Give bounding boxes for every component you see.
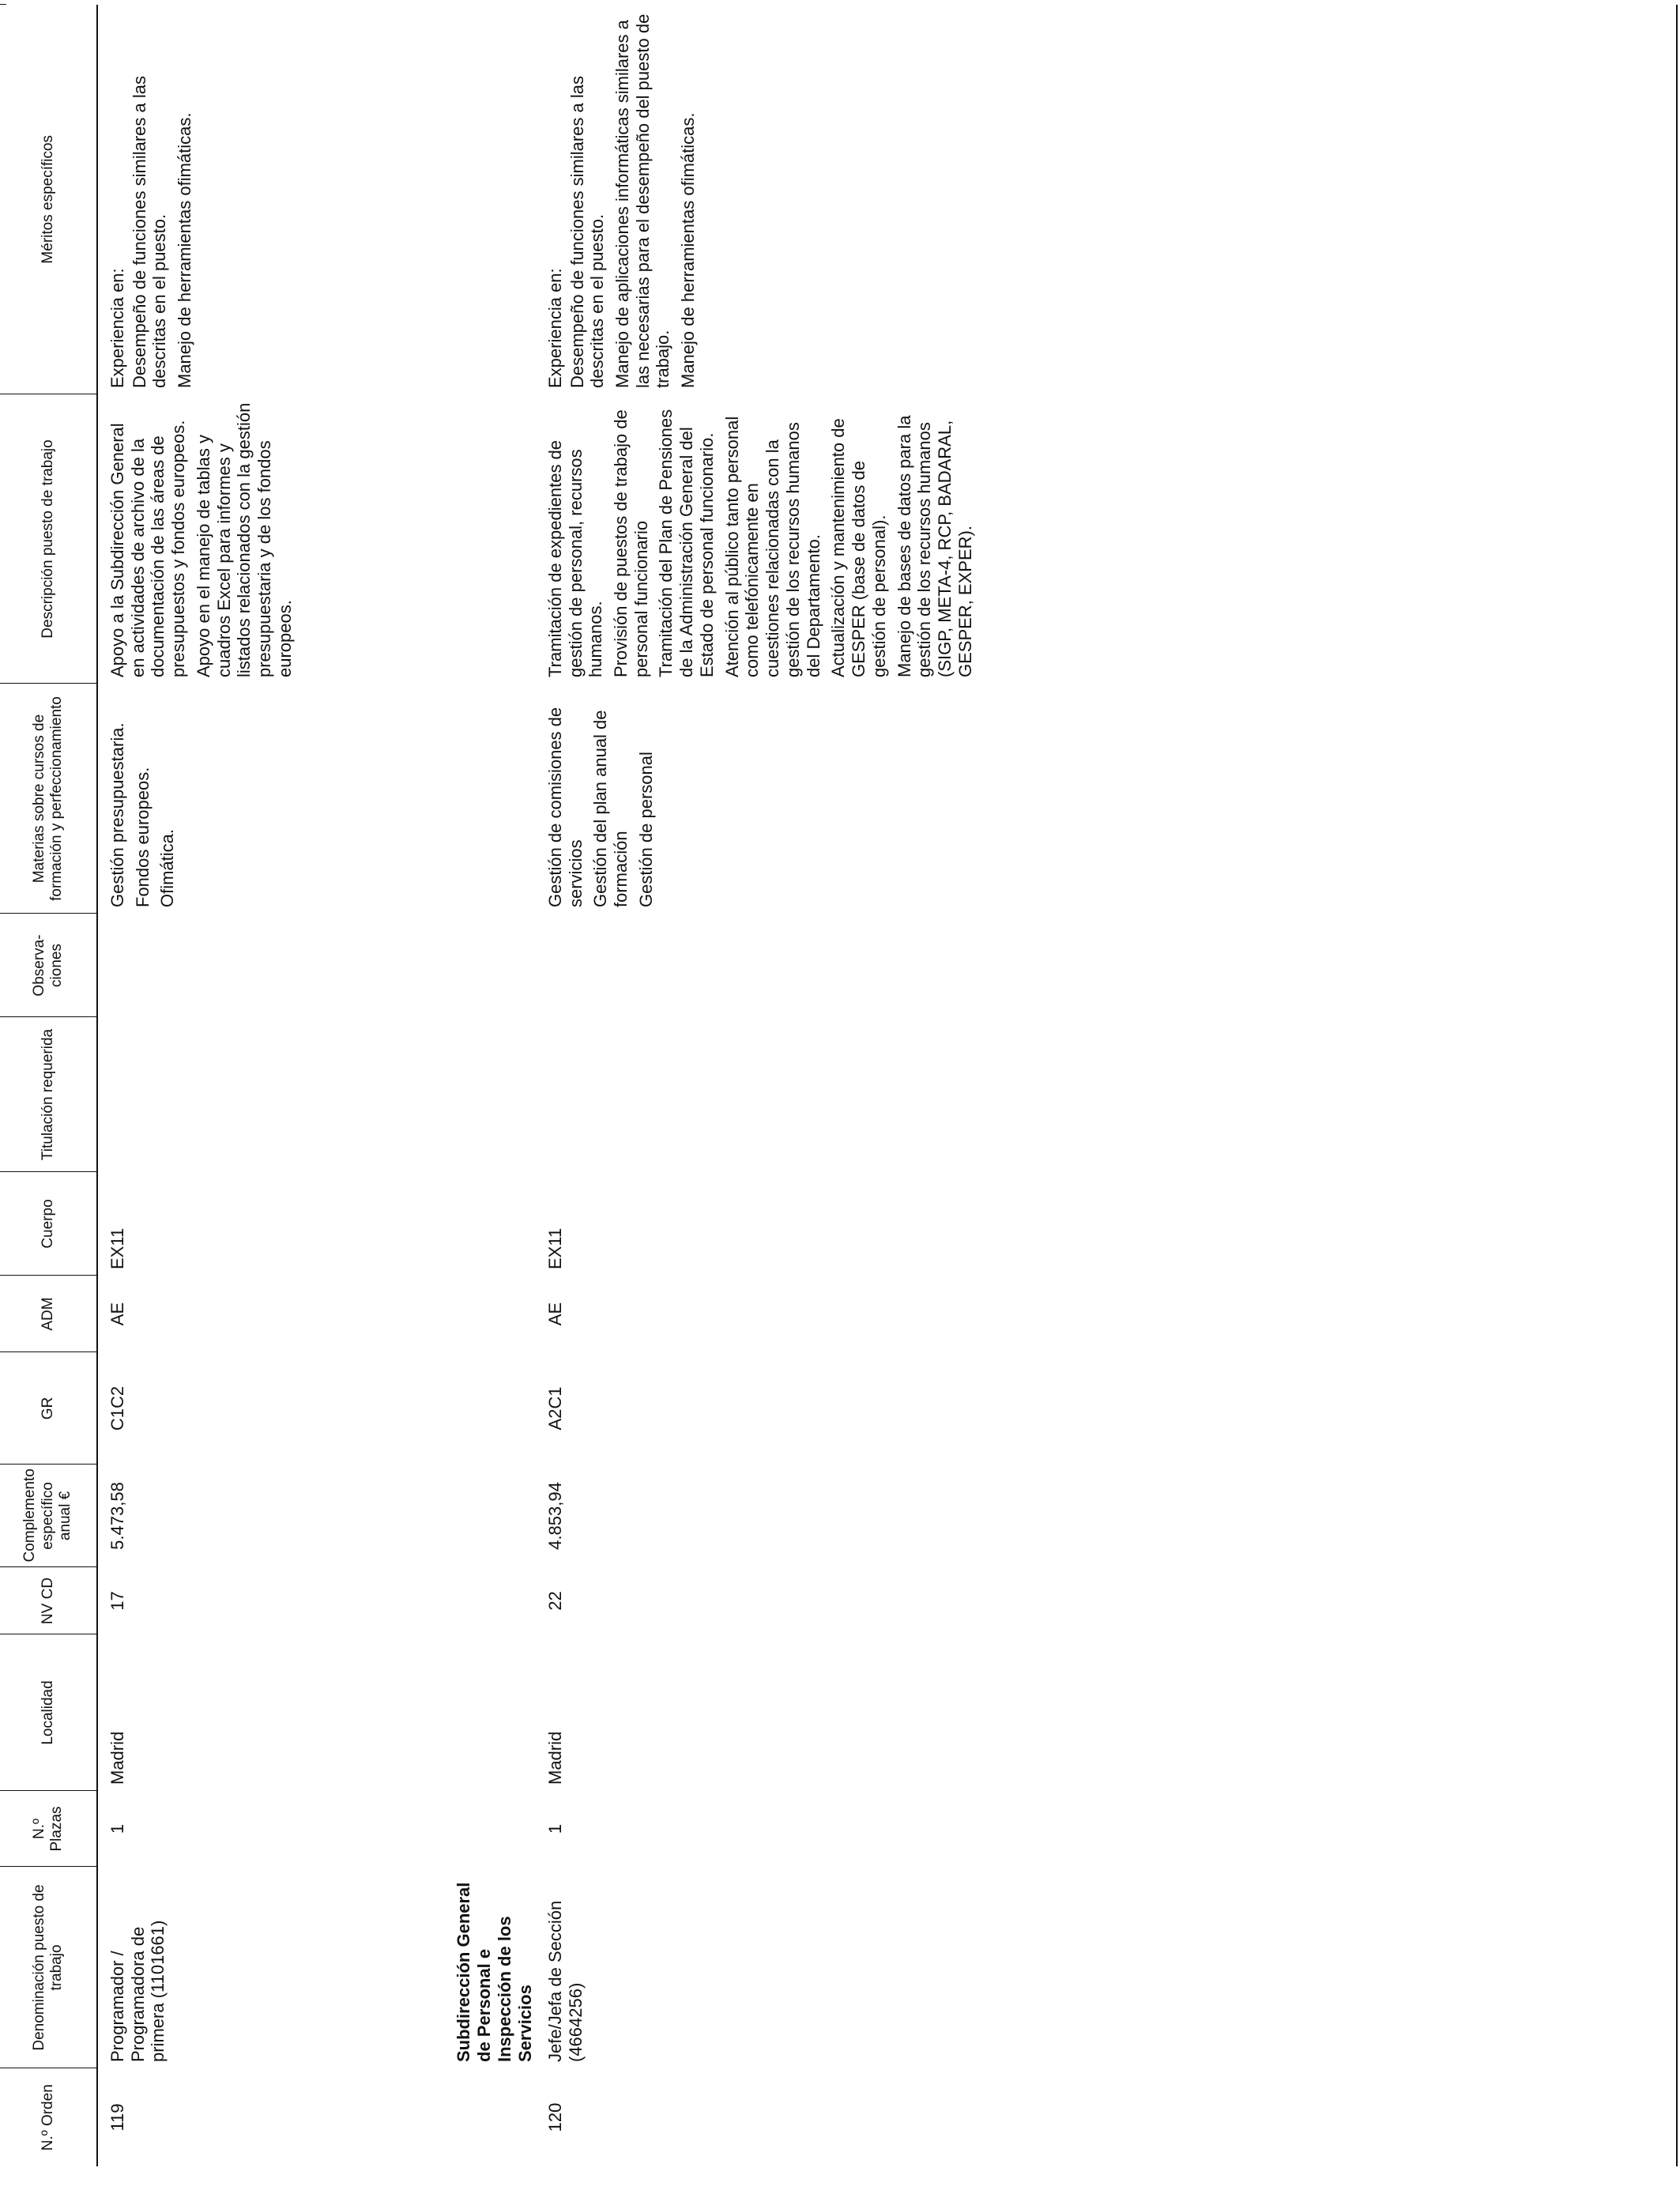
cell-orden: 120: [544, 2102, 565, 2132]
cell-cuerpo: EX11: [544, 1227, 565, 1269]
header-nivel: NV CD: [0, 1567, 97, 1634]
header-meritos: Méritos específicos: [0, 5, 97, 394]
materia-item: Gestión de comisiones de servicios: [544, 707, 586, 907]
merito-item: Manejo de herramientas ofimáticas.: [175, 112, 195, 388]
cell-materias: [97, 684, 444, 914]
table-bottom-rule: [1676, 5, 1678, 2166]
cell-observaciones: [536, 914, 1680, 1017]
cell-denominacion: Jefe/Jefa de Sección (4664256): [544, 1900, 586, 2062]
section-title: Subdirección General de Personal e Inspección de los Servicios: [454, 1882, 535, 2062]
descripcion-item: Manejo de bases de datos para la gestión de los recursos humanos (SIGP, META-4, RCP, BADARAL, GESPER, EXPER).: [894, 415, 975, 677]
descripcion-item: Actualización y mantenimiento de GESPER (base de datos de gestión de personal).: [828, 418, 889, 677]
cell-denominacion: Programador / Programadora de primera (1101661): [107, 1920, 168, 2062]
descripcion-item: Apoyo en el manejo de tablas y cuadros Excel para informes y listados relacionados con la gestión presupuestaria y de los fondos europeos.: [193, 402, 295, 677]
materia-item: Gestión del plan anual de formación: [590, 710, 631, 907]
descripcion-item: Atención al público tanto personal como telefónicamente en cuestiones relacionadas con la gestión de los recursos humanos del Departamento.: [721, 416, 823, 677]
header-descripcion: Descripción puesto de trabajo: [0, 394, 97, 684]
job-positions-table: [0, 5, 1680, 2166]
cell-observaciones: [97, 914, 444, 1017]
cell-localidad: Madrid: [544, 1731, 565, 1785]
materia-item: Gestión presupuestaria.: [107, 722, 127, 907]
header-orden: N.º Orden: [0, 2068, 97, 2166]
cell-plazas: 1: [544, 1823, 565, 1834]
header-cuerpo: Cuerpo: [0, 1172, 97, 1276]
header-titulacion: Titulación requerida: [0, 1017, 97, 1172]
cell-descripcion: [97, 394, 444, 684]
header-observaciones: Observa- ciones: [0, 914, 97, 1017]
cell-orden: 119: [107, 2103, 127, 2132]
cell-meritos: [97, 5, 444, 394]
merito-item: Experiencia en:: [107, 268, 127, 388]
materia-item: Ofimática.: [157, 828, 178, 907]
materia-item: Gestión de personal: [635, 752, 656, 907]
cell-grupo: C1C2: [107, 1385, 127, 1431]
header-materias: Materias sobre cursos de formación y perfeccionamiento: [0, 684, 97, 914]
merito-item: Experiencia en:: [544, 268, 565, 388]
header-row: [0, 5, 97, 2166]
merito-item: Manejo de aplicaciones informáticas similares a las necesarias para el desempeño del puesto de trabajo.: [612, 13, 673, 388]
materia-item: Fondos europeos.: [132, 767, 153, 907]
section-row: [444, 5, 536, 2166]
cell-meritos: [536, 5, 1680, 394]
cell-nivel: 22: [544, 1591, 565, 1611]
cell-descripcion: [536, 394, 1680, 684]
descripcion-item: Provisión de puestos de trabajo de personal funcionario: [611, 409, 651, 677]
header-adm: ADM: [0, 1276, 97, 1352]
cell-adm: AE: [107, 1302, 127, 1326]
table-row: [536, 5, 1680, 2166]
table-row: [97, 5, 444, 2166]
header-denominacion: Denominación puesto de trabajo: [0, 1867, 97, 2068]
descripcion-item: Tramitación del Plan de Pensiones de la Administración General del Estado de personal funcionario.: [656, 409, 717, 677]
header-plazas: N.º Plazas: [0, 1791, 97, 1867]
cell-materias: [536, 684, 1680, 914]
header-localidad: Localidad: [0, 1634, 97, 1791]
descripcion-item: Apoyo a la Subdirección General en actividades de archivo de la documentación de las áreas de presupuestos y fondos europeos.: [107, 420, 189, 677]
cell-complemento: 5.473,58: [107, 1482, 127, 1550]
table-top-rule: [0, 4, 6, 5]
cell-titulacion: [536, 1017, 1680, 1172]
cell-grupo: A2C1: [544, 1386, 565, 1431]
cell-cuerpo: EX11: [107, 1227, 127, 1269]
merito-item: Manejo de herramientas ofimáticas.: [678, 112, 699, 388]
merito-item: Desempeño de funciones similares a las descritas en el puesto.: [567, 76, 608, 388]
cell-nivel: 17: [107, 1591, 127, 1611]
header-complemento: Complemento específico anual €: [0, 1465, 97, 1567]
cell-localidad: Madrid: [107, 1731, 127, 1785]
cell-titulacion: [97, 1017, 444, 1172]
header-grupo: GR: [0, 1352, 97, 1465]
cell-plazas: 1: [107, 1823, 127, 1834]
descripcion-item: Tramitación de expedientes de gestión de personal, recursos humanos.: [544, 439, 606, 677]
merito-item: Desempeño de funciones similares a las descritas en el puesto.: [129, 76, 170, 388]
cell-complemento: 4.853,94: [544, 1482, 565, 1550]
cell-adm: AE: [544, 1302, 565, 1326]
